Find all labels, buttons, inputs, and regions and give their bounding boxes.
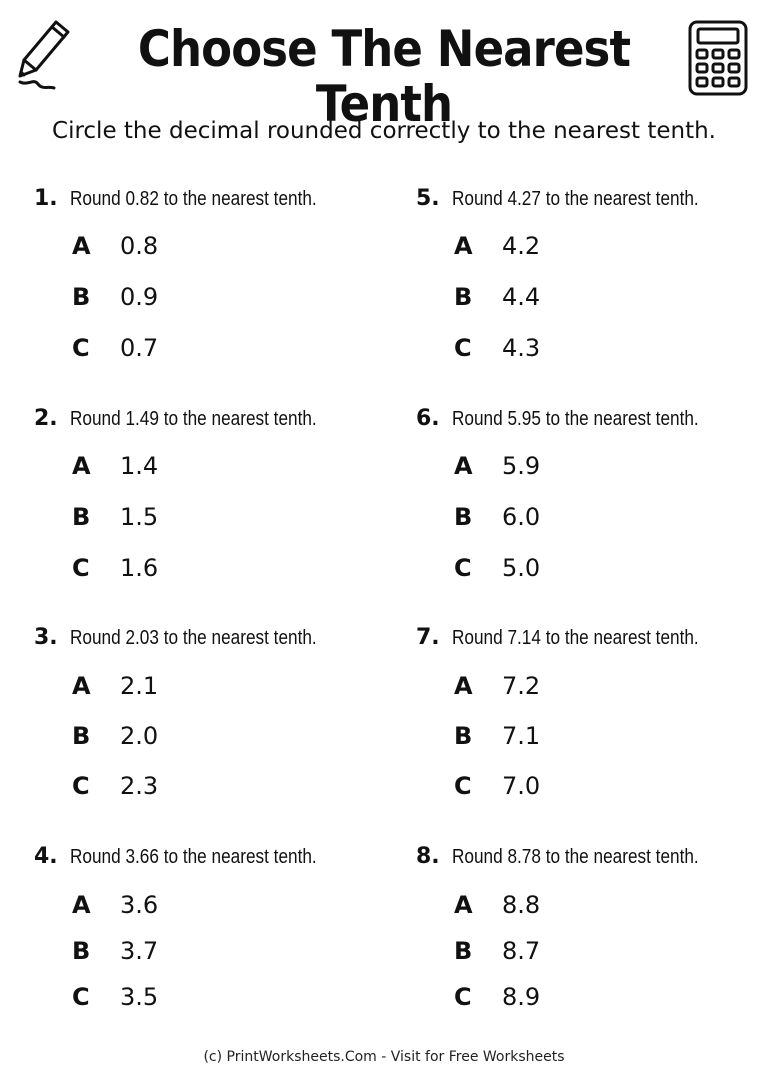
option-value: 8.8: [502, 891, 541, 919]
question-3: [34, 625, 394, 825]
option-letter: C: [454, 554, 472, 582]
question-text: Round 5.95 to the nearest tenth.: [452, 408, 699, 430]
option-value: 7.1: [502, 722, 541, 750]
option-letter: C: [454, 334, 472, 362]
question-6: [416, 406, 768, 606]
option-letter: A: [454, 672, 473, 700]
question-number: 5.: [416, 186, 440, 211]
option-value: 8.7: [502, 937, 541, 965]
option-letter: A: [454, 232, 473, 260]
option-letter: C: [72, 772, 90, 800]
option-letter: B: [454, 937, 473, 965]
pencil-icon: [14, 16, 74, 96]
option-value: 7.2: [502, 672, 541, 700]
question-text: Round 8.78 to the nearest tenth.: [452, 846, 699, 868]
option-letter: B: [454, 722, 473, 750]
answer-option-b[interactable]: [72, 505, 158, 529]
option-value: 1.4: [120, 452, 159, 480]
answer-option-b[interactable]: [454, 724, 540, 748]
question-number: 1.: [34, 186, 58, 211]
footer-credit: (c) PrintWorksheets.Com - Visit for Free Worksheets: [203, 1049, 565, 1065]
option-letter: B: [454, 503, 473, 531]
option-letter: A: [72, 891, 91, 919]
answer-option-a[interactable]: [72, 454, 158, 478]
option-letter: B: [72, 937, 91, 965]
answer-option-a[interactable]: [454, 893, 540, 917]
question-1: [34, 186, 394, 386]
question-8: [416, 844, 768, 1044]
option-value: 5.0: [502, 554, 541, 582]
answer-option-c[interactable]: [72, 556, 158, 580]
answer-option-c[interactable]: [72, 985, 158, 1009]
question-number: 6.: [416, 406, 440, 431]
option-value: 7.0: [502, 772, 541, 800]
option-value: 8.9: [502, 983, 541, 1011]
answer-option-a[interactable]: [454, 234, 540, 258]
option-letter: A: [72, 232, 91, 260]
answer-option-b[interactable]: [72, 285, 158, 309]
answer-option-a[interactable]: [72, 234, 158, 258]
answer-option-c[interactable]: [454, 336, 540, 360]
option-value: 3.6: [120, 891, 159, 919]
option-value: 0.9: [120, 283, 159, 311]
answer-option-c[interactable]: [454, 556, 540, 580]
answer-option-b[interactable]: [454, 939, 540, 963]
answer-option-c[interactable]: [72, 336, 158, 360]
answer-option-a[interactable]: [454, 674, 540, 698]
answer-option-c[interactable]: [72, 774, 158, 798]
answer-option-b[interactable]: [72, 939, 158, 963]
option-value: 1.5: [120, 503, 159, 531]
option-letter: B: [454, 283, 473, 311]
option-value: 2.3: [120, 772, 159, 800]
answer-option-b[interactable]: [454, 505, 540, 529]
question-number: 8.: [416, 844, 440, 869]
option-value: 5.9: [502, 452, 541, 480]
question-number: 3.: [34, 625, 58, 650]
option-value: 1.6: [120, 554, 159, 582]
option-letter: C: [72, 334, 90, 362]
answer-option-a[interactable]: [72, 893, 158, 917]
answer-option-c[interactable]: [454, 985, 540, 1009]
answer-option-a[interactable]: [454, 454, 540, 478]
question-text: Round 3.66 to the nearest tenth.: [70, 846, 317, 868]
question-7: [416, 625, 768, 825]
answer-option-a[interactable]: [72, 674, 158, 698]
question-4: [34, 844, 394, 1044]
question-number: 2.: [34, 406, 58, 431]
question-2: [34, 406, 394, 606]
page-title: Choose The Nearest Tenth: [137, 20, 631, 133]
option-letter: C: [454, 772, 472, 800]
answer-option-b[interactable]: [72, 724, 158, 748]
option-value: 4.3: [502, 334, 541, 362]
question-text: Round 2.03 to the nearest tenth.: [70, 627, 317, 649]
question-text: Round 4.27 to the nearest tenth.: [452, 188, 699, 210]
option-value: 0.7: [120, 334, 159, 362]
option-letter: A: [454, 452, 473, 480]
answer-option-c[interactable]: [454, 774, 540, 798]
instructions: Circle the decimal rounded correctly to the nearest tenth.: [52, 118, 716, 144]
option-letter: B: [72, 722, 91, 750]
option-letter: A: [72, 672, 91, 700]
question-text: Round 0.82 to the nearest tenth.: [70, 188, 317, 210]
question-number: 7.: [416, 625, 440, 650]
question-text: Round 7.14 to the nearest tenth.: [452, 627, 699, 649]
option-value: 0.8: [120, 232, 159, 260]
option-letter: C: [72, 983, 90, 1011]
answer-option-b[interactable]: [454, 285, 540, 309]
option-value: 3.5: [120, 983, 159, 1011]
option-letter: C: [454, 983, 472, 1011]
option-value: 4.4: [502, 283, 541, 311]
option-value: 2.1: [120, 672, 159, 700]
option-value: 2.0: [120, 722, 159, 750]
question-text: Round 1.49 to the nearest tenth.: [70, 408, 317, 430]
option-letter: B: [72, 503, 91, 531]
option-letter: B: [72, 283, 91, 311]
question-number: 4.: [34, 844, 58, 869]
calculator-icon: [686, 18, 750, 98]
option-letter: C: [72, 554, 90, 582]
option-value: 4.2: [502, 232, 541, 260]
option-value: 6.0: [502, 503, 541, 531]
option-value: 3.7: [120, 937, 159, 965]
option-letter: A: [72, 452, 91, 480]
option-letter: A: [454, 891, 473, 919]
question-5: [416, 186, 768, 386]
